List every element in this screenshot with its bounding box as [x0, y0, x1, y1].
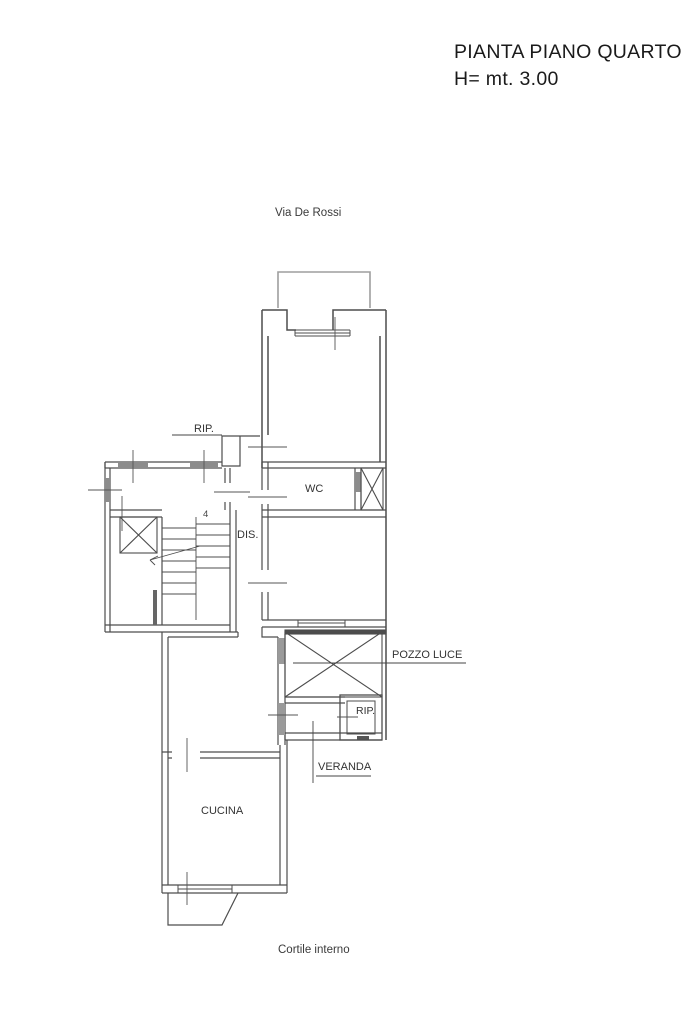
- plan-title: PIANTA PIANO QUARTO: [454, 41, 682, 63]
- interior-walls: [105, 436, 386, 925]
- room-label-pozzo-luce: POZZO LUCE: [392, 649, 463, 661]
- service-shaft: [361, 468, 383, 510]
- room-label-cucina: CUCINA: [201, 805, 244, 817]
- elevator-shaft: [120, 517, 157, 553]
- outer-walls: [262, 310, 386, 740]
- room-label-veranda: VERANDA: [318, 761, 372, 773]
- room-label-rip-storage: RIP.: [356, 705, 376, 717]
- top-balcony-parapet: [278, 272, 370, 308]
- room-label-rip-closet: RIP.: [194, 423, 214, 435]
- room-label-wc: WC: [305, 483, 324, 495]
- stair-number-label: 4: [203, 509, 209, 520]
- room-label-dis: DIS.: [237, 529, 259, 541]
- plan-height-note: H= mt. 3.00: [454, 68, 559, 90]
- courtyard-label: Cortile interno: [278, 944, 350, 956]
- pozzo-luce-shaft: [285, 630, 386, 697]
- street-label: Via De Rossi: [275, 207, 342, 219]
